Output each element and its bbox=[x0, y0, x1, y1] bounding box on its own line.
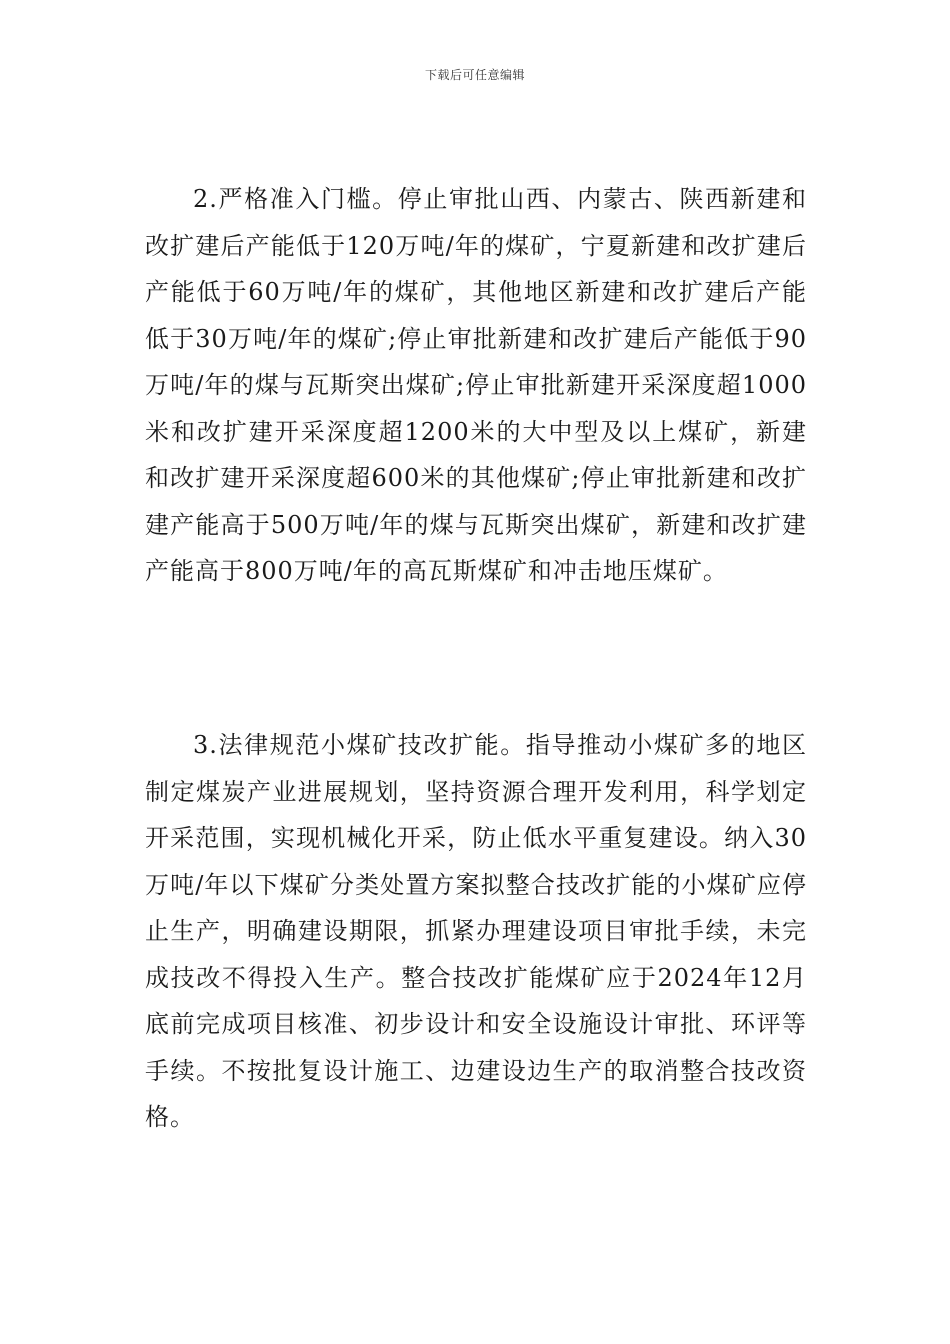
paragraph-entry-threshold: 2.严格准入门槛。停止审批山西、内蒙古、陕西新建和改扩建后产能低于120万吨/年的煤矿，宁夏新建和改扩建后产能低于60万吨/年的煤矿，其他地区新建和改扩建后产能低于30万吨/年的煤矿;停止审批新建和改扩建后产能低于90万吨/年的煤与瓦斯突出煤矿;停止审批新建开采深度超1000米和改扩建开采深度超1200米的大中型及以上煤矿，新建和改扩建开采深度超600米的其他煤矿;停止审批新建和改扩建产能高于500万吨/年的煤与瓦斯突出煤矿，新建和改扩建产能高于800万吨/年的高瓦斯煤矿和冲击地压煤矿。 bbox=[145, 185, 807, 585]
header-note: 下载后可任意编辑 bbox=[424, 68, 525, 82]
paragraph-small-mine-upgrade: 3.法律规范小煤矿技改扩能。指导推动小煤矿多的地区制定煤炭产业进展规划，坚持资源合理开发利用，科学划定开采范围，实现机械化开采，防止低水平重复建设。纳入30万吨/年以下煤矿分类处置方案拟整合技改扩能的小煤矿应停止生产，明确建设期限，抓紧办理建设项目审批手续，未完成技改不得投入生产。整合技改扩能煤矿应于2024年12月底前完成项目核准、初步设计和安全设施设计审批、环评等手续。不按批复设计施工、边建设边生产的取消整合技改资格。 bbox=[145, 731, 807, 1131]
